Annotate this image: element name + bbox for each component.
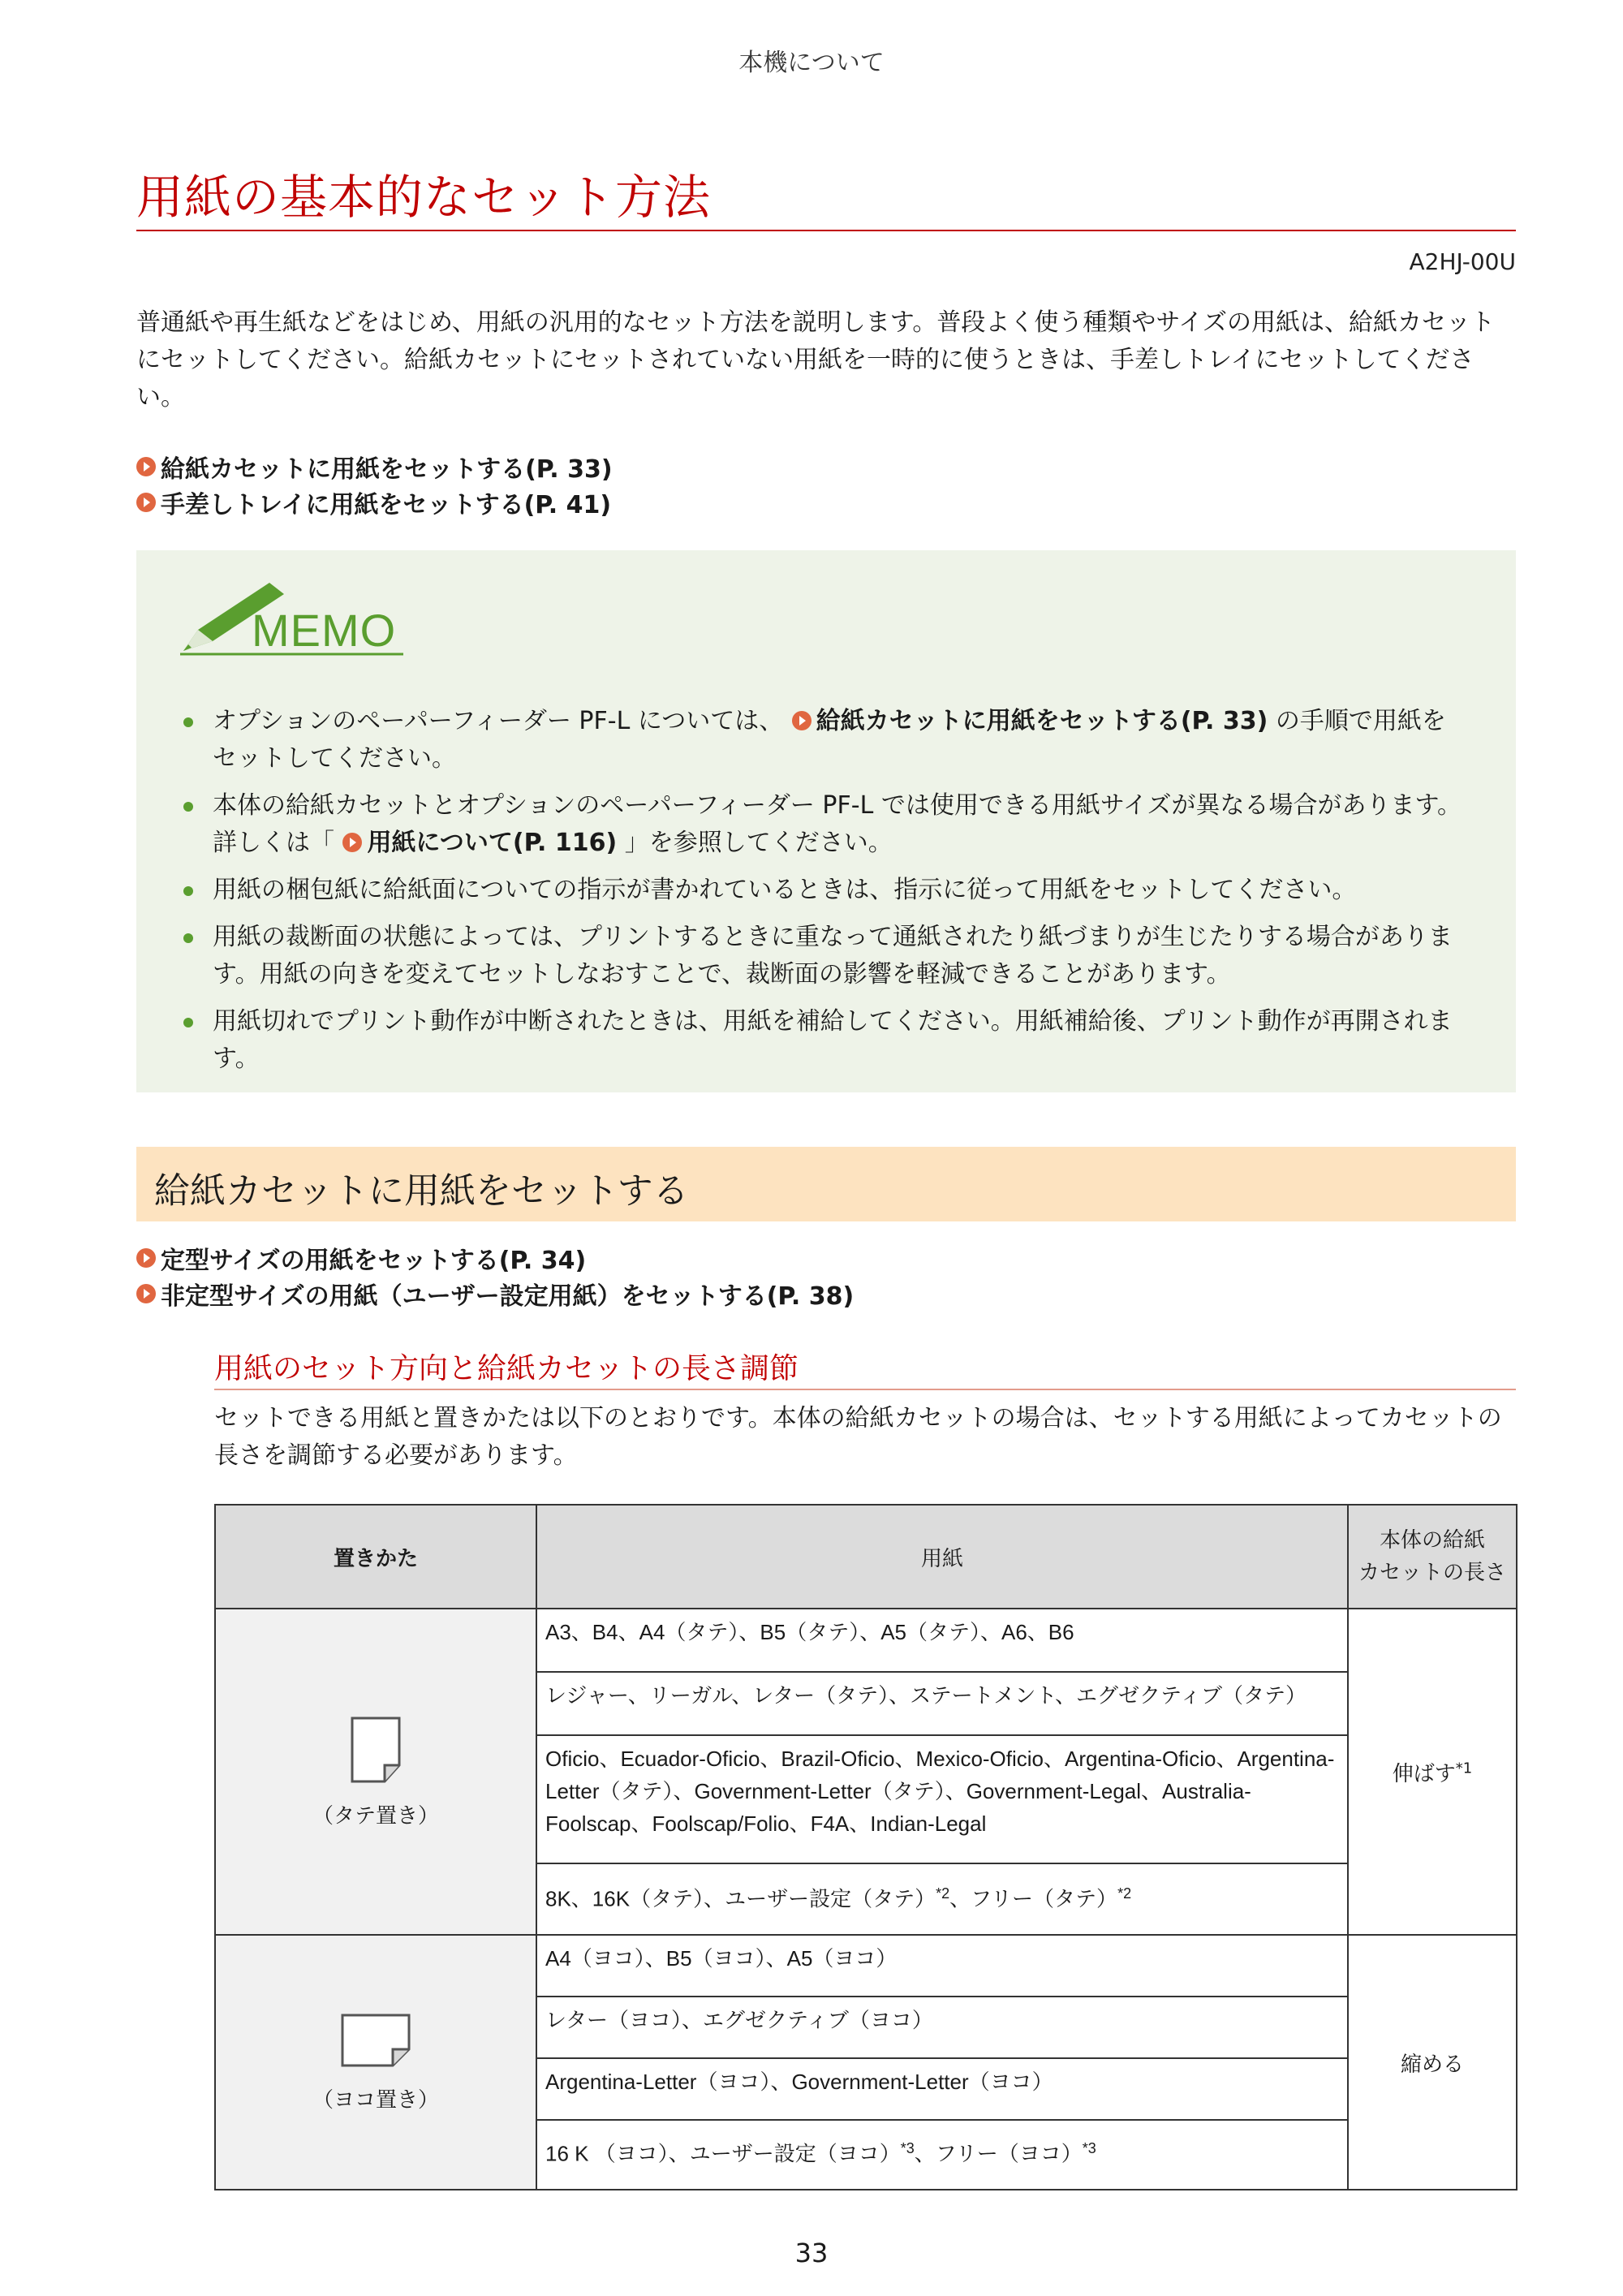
header-orientation: 置きかた [215, 1505, 536, 1609]
section-header [136, 1147, 1516, 1221]
paper-cell: Argentina-Letter（ヨコ）、Government-Letter（ヨコ） [536, 2058, 1348, 2120]
bullet-icon [183, 717, 193, 727]
link-cassette[interactable] [136, 449, 1516, 485]
subsection-underline [214, 1389, 1516, 1390]
table-header-row [215, 1505, 1517, 1609]
memo-list [183, 703, 1466, 1088]
circle-arrow-right-icon [136, 493, 156, 512]
bullet-icon [183, 886, 193, 896]
circle-arrow-right-icon [136, 1284, 156, 1303]
subsection-title: 用紙のセット方向と給紙カセットの長さ調節 [214, 1352, 799, 1385]
bullet-icon [183, 802, 193, 812]
memo-item: 本体の給紙カセットとオプションのペーパーフィーダー PF-L では使用できる用紙サイズが異なる場合があります。詳しくは「 用紙について(P. 116) 」を参照してください。 [183, 787, 1466, 862]
link-custom-size[interactable] [136, 1276, 1516, 1312]
inline-link-cassette[interactable]: 給紙カセットに用紙をセットする(P. 33) [783, 707, 1268, 735]
circle-arrow-right-icon [792, 711, 812, 730]
header-cassette-length: 本体の給紙 カセットの長さ [1348, 1505, 1517, 1609]
title-underline [136, 230, 1516, 231]
orientation-portrait [215, 1609, 536, 1935]
portrait-label: （タテ置き） [312, 1803, 439, 1829]
paper-cell: A3、B4、A4（タテ）、B5（タテ）、A5（タテ）、A6、B6 [536, 1609, 1348, 1672]
inline-link-paper[interactable]: 用紙について(P. 116) [334, 829, 617, 857]
memo-logo-text: MEMO [252, 605, 397, 656]
link-text[interactable]: 給紙カセットに用紙をセットする(P. 33) [161, 455, 613, 484]
landscape-label: （ヨコ置き） [312, 2087, 439, 2113]
intro-paragraph: 普通紙や再生紙などをはじめ、用紙の汎用的なセット方法を説明します。普段よく使う種類やサイズの用紙は、給紙カセットにセットしてください。給紙カセットにセットされていない用紙を一時的に使うときは、手差しトレイにセットしてください。 [136, 308, 1495, 411]
memo-item: 用紙の梱包紙に給紙面についての指示が書かれているときは、指示に従って用紙をセットしてください。 [183, 872, 1466, 909]
section-title: 給紙カセットに用紙をセットする [154, 1170, 689, 1212]
section-links [136, 1240, 1516, 1312]
link-manual-tray[interactable] [136, 485, 1516, 520]
paper-cell: 8K、16K（タテ）、ユーザー設定（タテ）$^{*2}$、フリー（タテ）$^{*2}$ [536, 1863, 1348, 1935]
top-links [136, 449, 1516, 520]
bullet-icon [183, 1018, 193, 1027]
paper-cell: Oficio、Ecuador-Oficio、Brazil-Oficio、Mexico-Oficio、Argentina-Oficio、Argentina-Letter（タテ）、Government-Letter（タテ）、Government-Legal、Australia-Foolscap、Foolscap/Folio、F4A、Indian-Legal [536, 1735, 1348, 1863]
document-code: A2HJ-00U [1409, 248, 1516, 275]
memo-item: 用紙切れでプリント動作が中断されたときは、用紙を補給してください。用紙補給後、プリント動作が再開されます。 [183, 1003, 1466, 1078]
subsection-text: セットできる用紙と置きかたは以下のとおりです。本体の給紙カセットの場合は、セットする用紙によってカセットの長さを調節する必要があります。 [214, 1404, 1502, 1470]
header-paper: 用紙 [536, 1505, 1348, 1609]
length-shorten: 縮める [1348, 1935, 1517, 2190]
landscape-paper-icon [339, 2012, 412, 2069]
circle-arrow-right-icon [342, 833, 362, 852]
circle-arrow-right-icon [136, 457, 156, 476]
memo-item: 用紙の裁断面の状態によっては、プリントするときに重なって通紙されたり紙づまりが生じたりする場合があります。用紙の向きを変えてセットしなおすことで、裁断面の影響を軽減できることがあります。 [183, 919, 1466, 993]
portrait-paper-icon [347, 1715, 404, 1785]
link-standard-size[interactable] [136, 1240, 1516, 1276]
page-number: 33 [794, 2238, 829, 2268]
paper-cell: レジャー、リーガル、レター（タテ）、ステートメント、エグゼクティブ（タテ） [536, 1672, 1348, 1735]
memo-item: オプションのペーパーフィーダー PF-L については、 給紙カセットに用紙をセットする(P. 33) の手順で用紙をセットしてください。 [183, 703, 1466, 778]
link-text[interactable]: 手差しトレイに用紙をセットする(P. 41) [161, 491, 612, 519]
paper-cell: レター（ヨコ）、エグゼクティブ（ヨコ） [536, 1997, 1348, 2058]
circle-arrow-right-icon [136, 1248, 156, 1268]
link-text[interactable]: 非定型サイズの用紙（ユーザー設定用紙）をセットする(P. 38) [161, 1282, 855, 1311]
memo-box [136, 550, 1516, 1092]
orientation-landscape [215, 1935, 536, 2190]
paper-cell: A4（ヨコ）、B5（ヨコ）、A5（ヨコ） [536, 1935, 1348, 1997]
paper-orientation-table [214, 1504, 1518, 2190]
table-row [215, 1935, 1517, 1997]
running-header: 本機について [738, 49, 885, 77]
table-row [215, 1609, 1517, 1672]
page-title: 用紙の基本的なセット方法 [136, 170, 712, 225]
paper-cell: 16 K （ヨコ）、ユーザー設定（ヨコ）$^{*3}$、フリー（ヨコ）$^{*3}$ [536, 2120, 1348, 2190]
length-extend: 伸ばす$^{*1}$ [1348, 1609, 1517, 1935]
bullet-icon [183, 933, 193, 943]
link-text[interactable]: 定型サイズの用紙をセットする(P. 34) [161, 1247, 587, 1275]
